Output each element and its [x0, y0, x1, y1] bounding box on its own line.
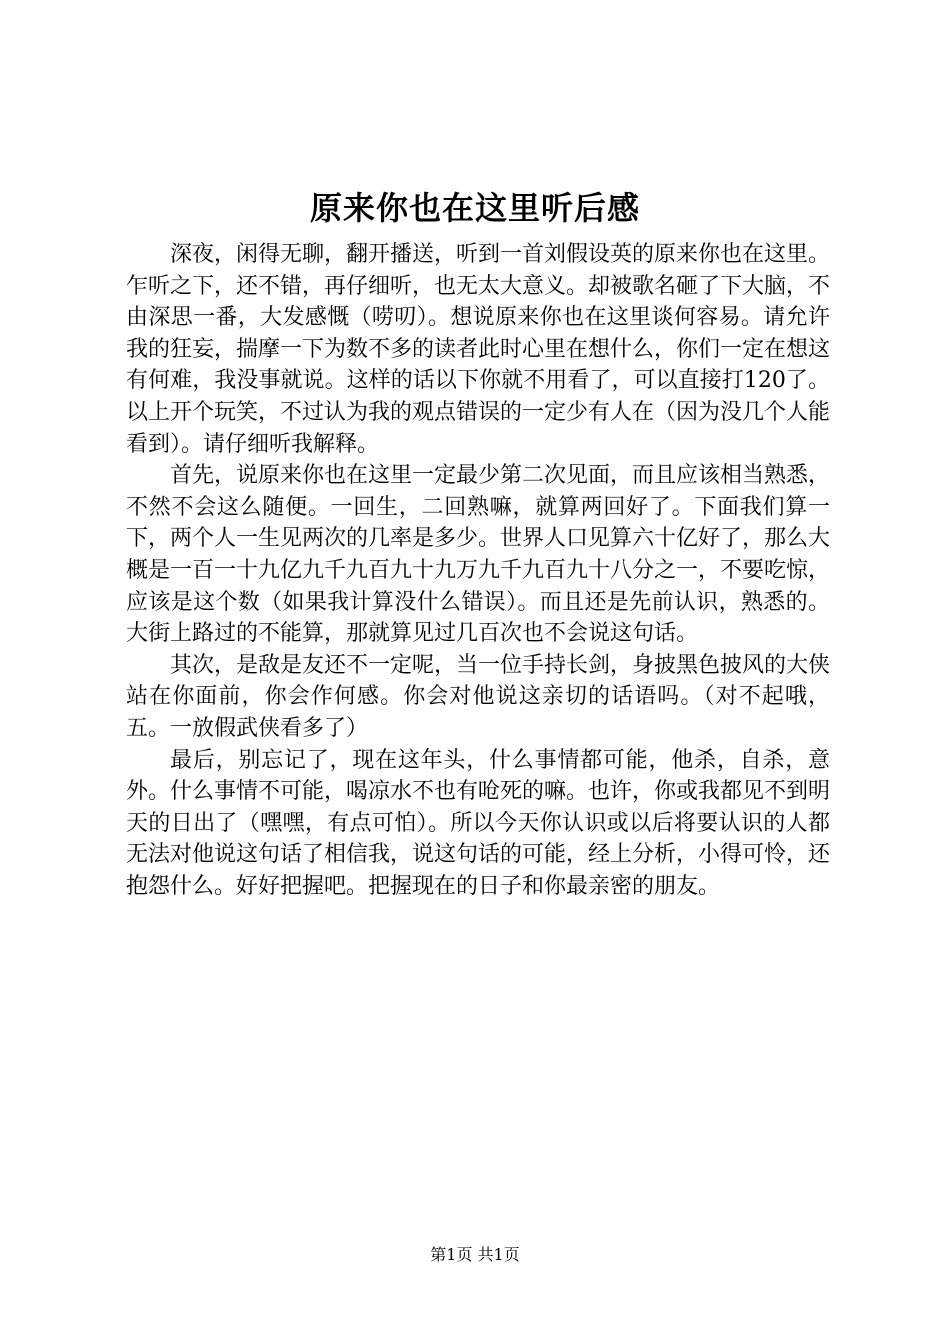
page-footer: 第1页 共1页: [430, 1245, 520, 1264]
paragraph-2: 首先，说原来你也在这里一定最少第二次见面，而且应该相当熟悉，不然不会这么随便。一回生，二回熟嘛，就算两回好了。下面我们算一下，两个人一生见两次的几率是多少。世界人口见算六十亿好了，那么大概是一百一十九亿九千九百九十九万九千九百九十八分之一，不要吃惊，应该是这个数（如果我计算没什么错误）。而且还是先前认识，熟悉的。大街上路过的不能算，那就算见过几百次也不会说这句话。: [126, 463, 831, 647]
document-body: [126, 239, 830, 902]
paragraph-4: 最后，别忘记了，现在这年头，什么事情都可能，他杀，自杀，意外。什么事情不可能，喝凉水不也有呛死的嘛。也许，你或我都见不到明天的日出了（嘿嘿，有点可怕）。所以今天你认识或以后将要认识的人都无法对他说这句话了相信我，说这句话的可能，经上分析，小得可怜，还抱怨什么。好好把握吧。把握现在的日子和你最亲密的朋友。: [126, 747, 831, 899]
paragraph-3: 其次，是敌是友还不一定呢，当一位手持长剑，身披黑色披风的大侠站在你面前，你会作何感。你会对他说这亲切的话语吗。（对不起哦，五。一放假武侠看多了）: [126, 652, 831, 741]
document-title: 原来你也在这里听后感: [309, 189, 640, 227]
paragraph-1: 深夜，闲得无聊，翻开播送，听到一首刘假设英的原来你也在这里。乍听之下，还不错，再仔细听，也无太大意义。却被歌名砸了下大脑，不由深思一番，大发感慨（唠叨）。想说原来你也在这里谈何容易。请允许我的狂妄，揣摩一下为数不多的读者此时心里在想什么，你们一定在想这有何难，我没事就说。这样的话以下你就不用看了，可以直接打120了。以上开个玩笑，不过认为我的观点错误的一定少有人在（因为没几个人能看到）。请仔细听我解释。: [126, 242, 831, 457]
